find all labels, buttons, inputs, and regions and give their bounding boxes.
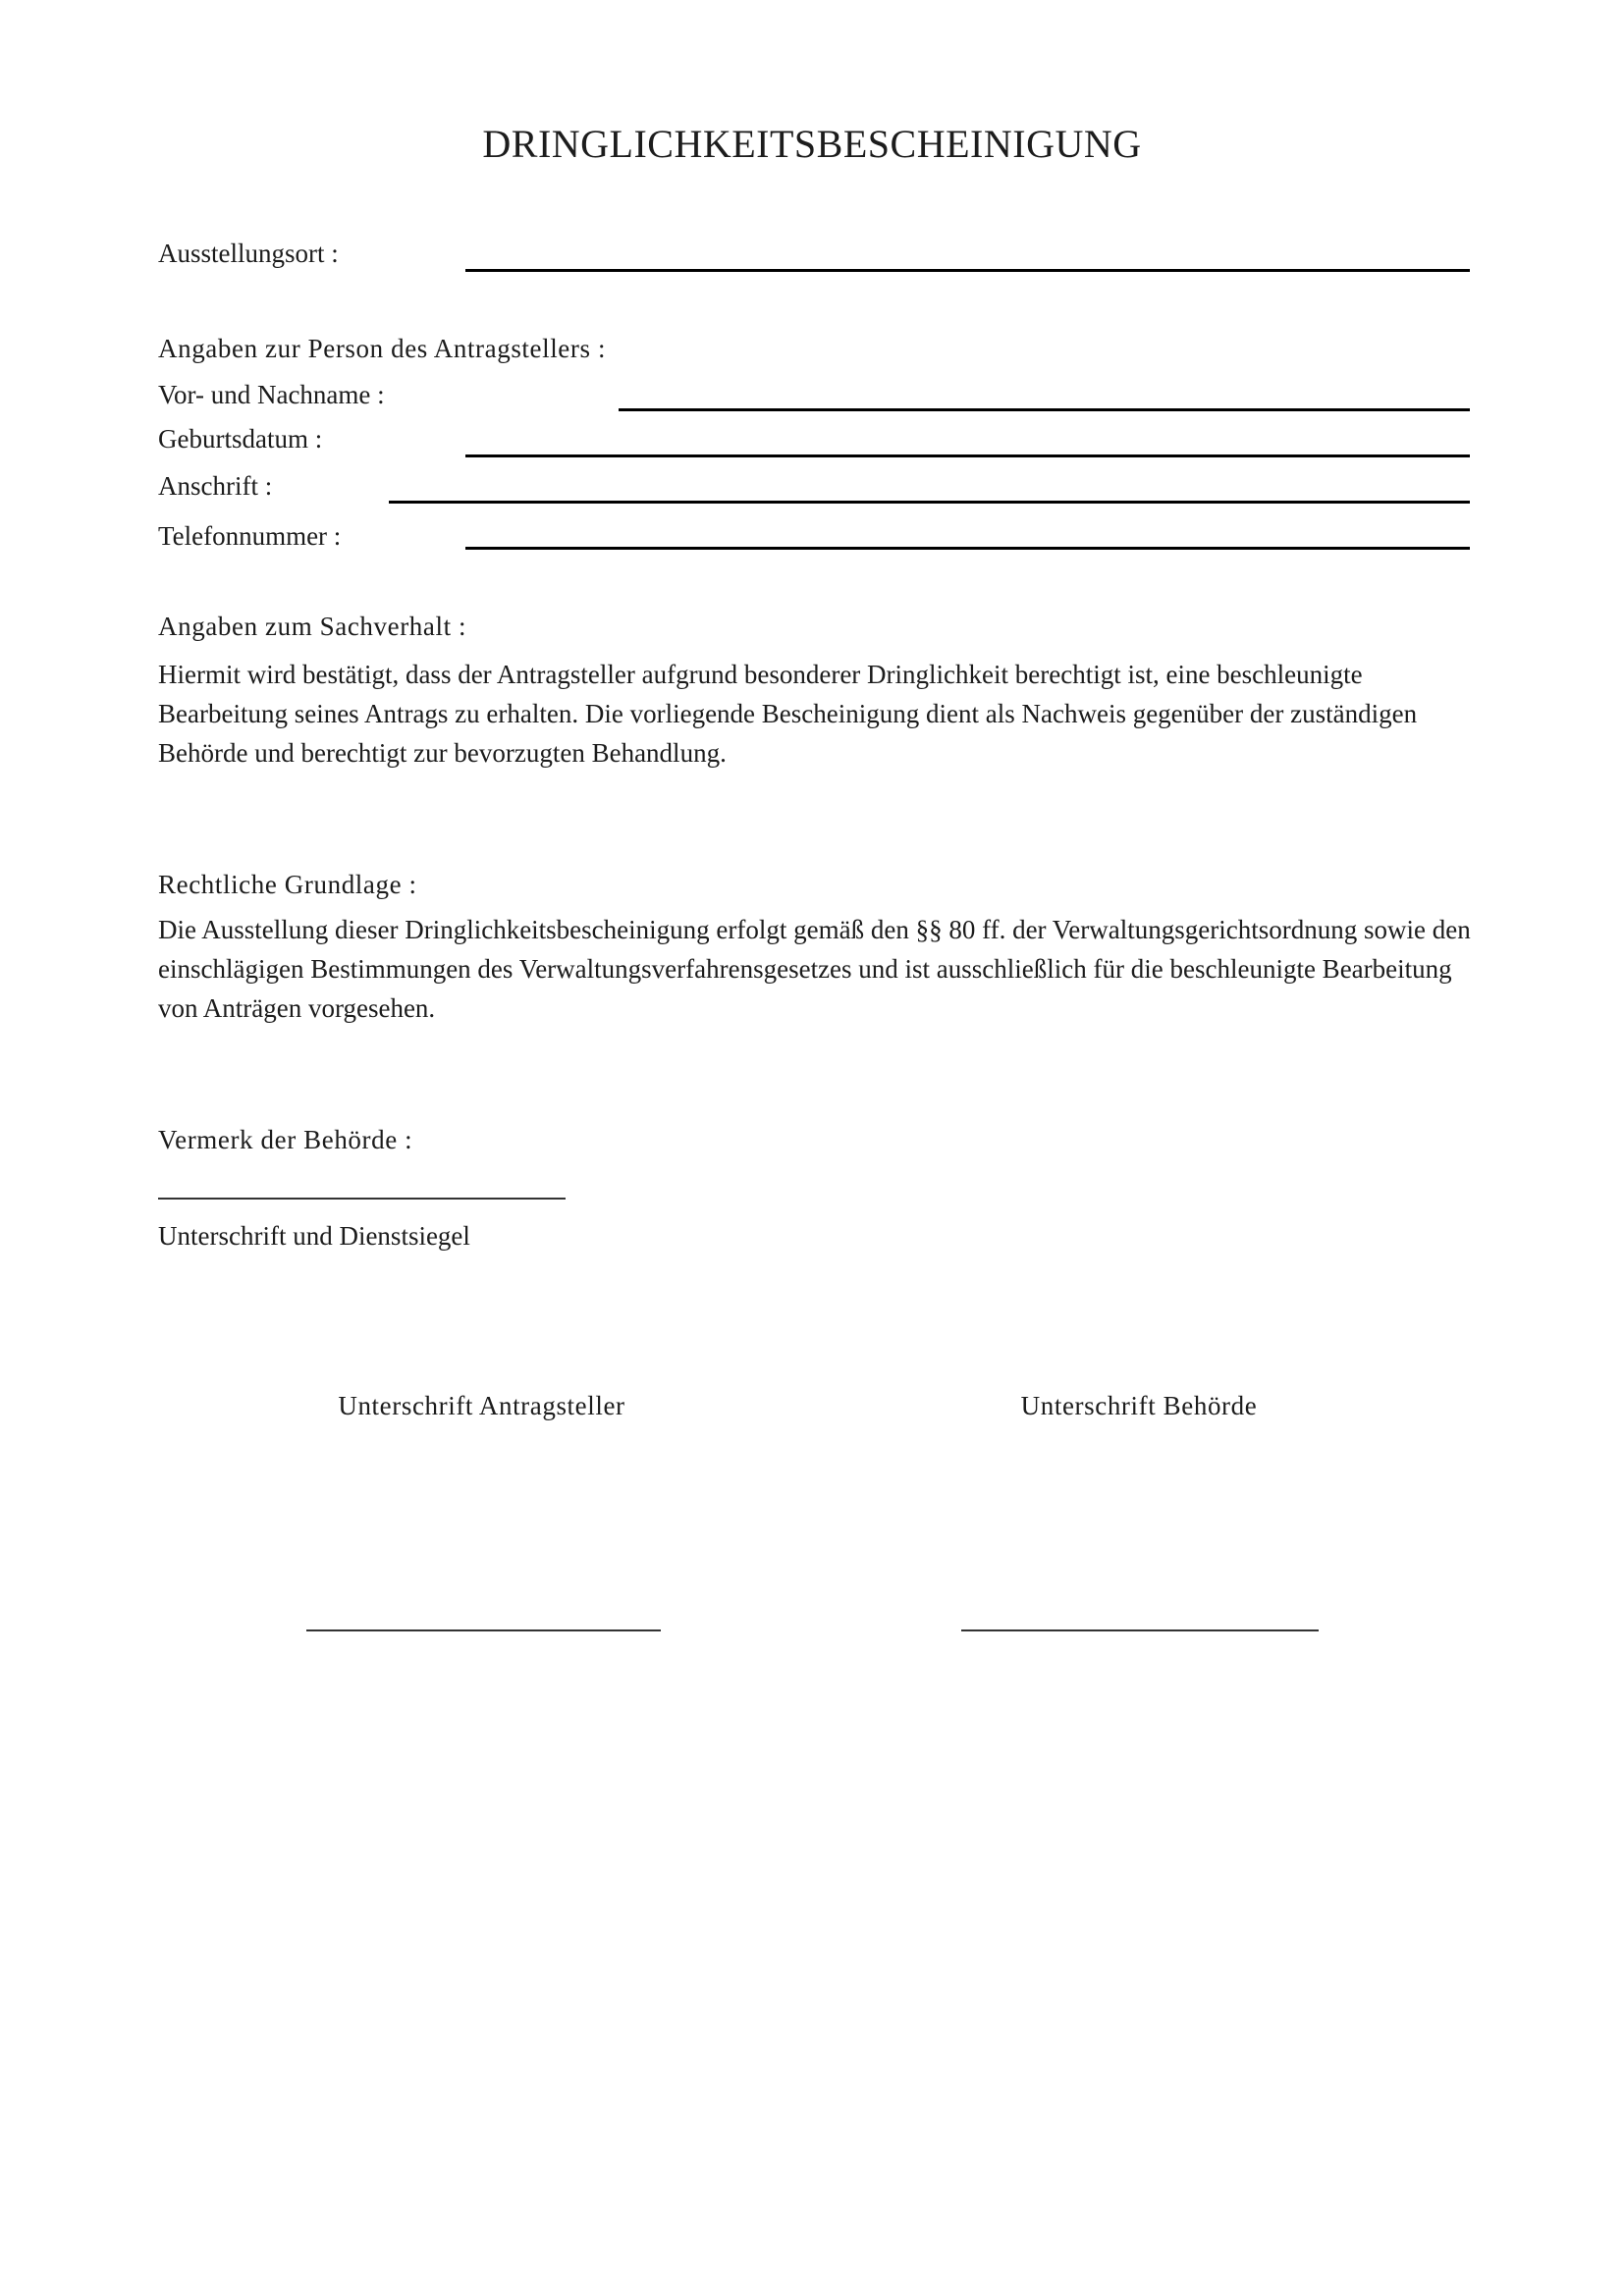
name-field-line bbox=[619, 408, 1470, 411]
birthdate-field-label: Geburtsdatum : bbox=[158, 424, 323, 454]
authority-note-line bbox=[158, 1198, 566, 1200]
authority-note-heading: Vermerk der Behörde : bbox=[158, 1125, 413, 1154]
address-field-label: Anschrift : bbox=[158, 471, 273, 501]
birthdate-field-line bbox=[465, 454, 1470, 457]
issue-place-line bbox=[465, 269, 1470, 272]
signature-seal-caption: Unterschrift und Dienstsiegel bbox=[158, 1221, 470, 1251]
authority-signature-line bbox=[961, 1629, 1319, 1631]
phone-field-label: Telefonnummer : bbox=[158, 521, 342, 551]
facts-section-heading: Angaben zum Sachverhalt : bbox=[158, 612, 467, 641]
applicant-section-heading: Angaben zur Person des Antragstellers : bbox=[158, 334, 607, 363]
issue-place-label: Ausstellungsort : bbox=[158, 239, 339, 268]
document-title: DRINGLICHKEITSBESCHEINIGUNG bbox=[482, 122, 1142, 166]
legal-section-heading: Rechtliche Grundlage : bbox=[158, 870, 417, 899]
legal-section-body: Die Ausstellung dieser Dringlichkeitsbescheinigung erfolgt gemäß den §§ 80 ff. der Verwaltungsgerichtsordnung sowie den einschlägigen Bestimmungen des Verwaltungsverfahrensgesetzes und ist ausschließlich für die beschleunigte Bearbeitung von Anträgen vorgesehen. bbox=[158, 915, 1471, 1023]
name-field-label: Vor- und Nachname : bbox=[158, 380, 385, 409]
address-field-line bbox=[389, 501, 1470, 504]
applicant-signature-label: Unterschrift Antragsteller bbox=[338, 1391, 625, 1420]
facts-section-body: Hiermit wird bestätigt, dass der Antragsteller aufgrund besonderer Dringlichkeit berechtigt ist, eine beschleunigte Bearbeitung seines Antrags zu erhalten. Die vorliegende Bescheinigung dient als Nachweis gegenüber der zuständigen Behörde und berechtigt zur bevorzugten Behandlung. bbox=[158, 660, 1418, 768]
applicant-signature-line bbox=[306, 1629, 661, 1631]
authority-signature-label: Unterschrift Behörde bbox=[1020, 1391, 1258, 1420]
phone-field-line bbox=[465, 547, 1470, 550]
